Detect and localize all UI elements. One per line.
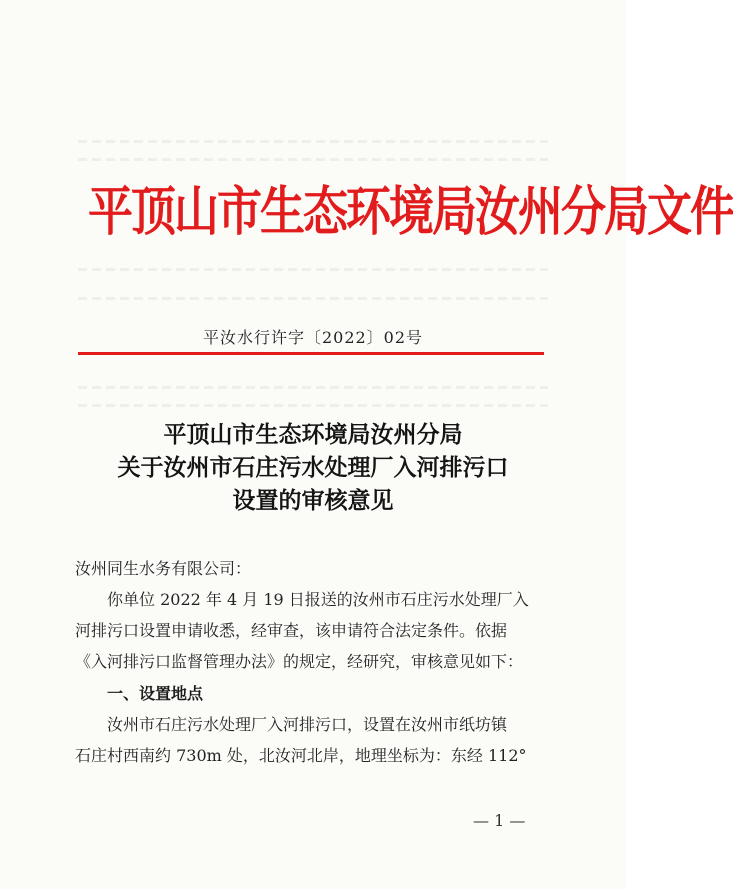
letterhead-title: 平顶山市生态环境局汝州分局文件 [88,180,733,243]
bleed-through-line [78,268,548,271]
document-number: 平汝水行许字〔2022〕02号 [202,328,424,347]
bleed-through-line [78,386,548,389]
bleed-through-line [78,297,548,300]
document-title-line-3: 设置的审核意见 [232,487,394,514]
document-title-line-1: 平顶山市生态环境局汝州分局 [163,421,463,448]
bleed-through-line [78,158,548,161]
paragraph-line: 《入河排污口监督管理办法》的规定，经研究，审核意见如下： [75,652,524,671]
bleed-through-line [78,140,548,143]
red-divider-line [78,352,544,355]
section-heading: 一、设置地点 [107,684,204,703]
bleed-through-line [78,404,548,407]
page-number: — 1 — [473,811,526,830]
document-title-line-2: 关于汝州市石庄污水处理厂入河排污口 [117,454,509,481]
paragraph-line: 你单位 2022 年 4 月 19 日报送的汝州市石庄污水处理厂入 [107,590,529,609]
paragraph-line: 石庄村西南约 730m 处，北汝河北岸，地理坐标为：东经 112° [75,746,527,765]
paragraph-line: 河排污口设置申请收悉，经审查，该申请符合法定条件。依据 [75,621,508,640]
paragraph-line: 汝州市石庄污水处理厂入河排污口，设置在汝州市纸坊镇 [107,715,508,734]
recipient: 汝州同生水务有限公司： [75,559,252,578]
